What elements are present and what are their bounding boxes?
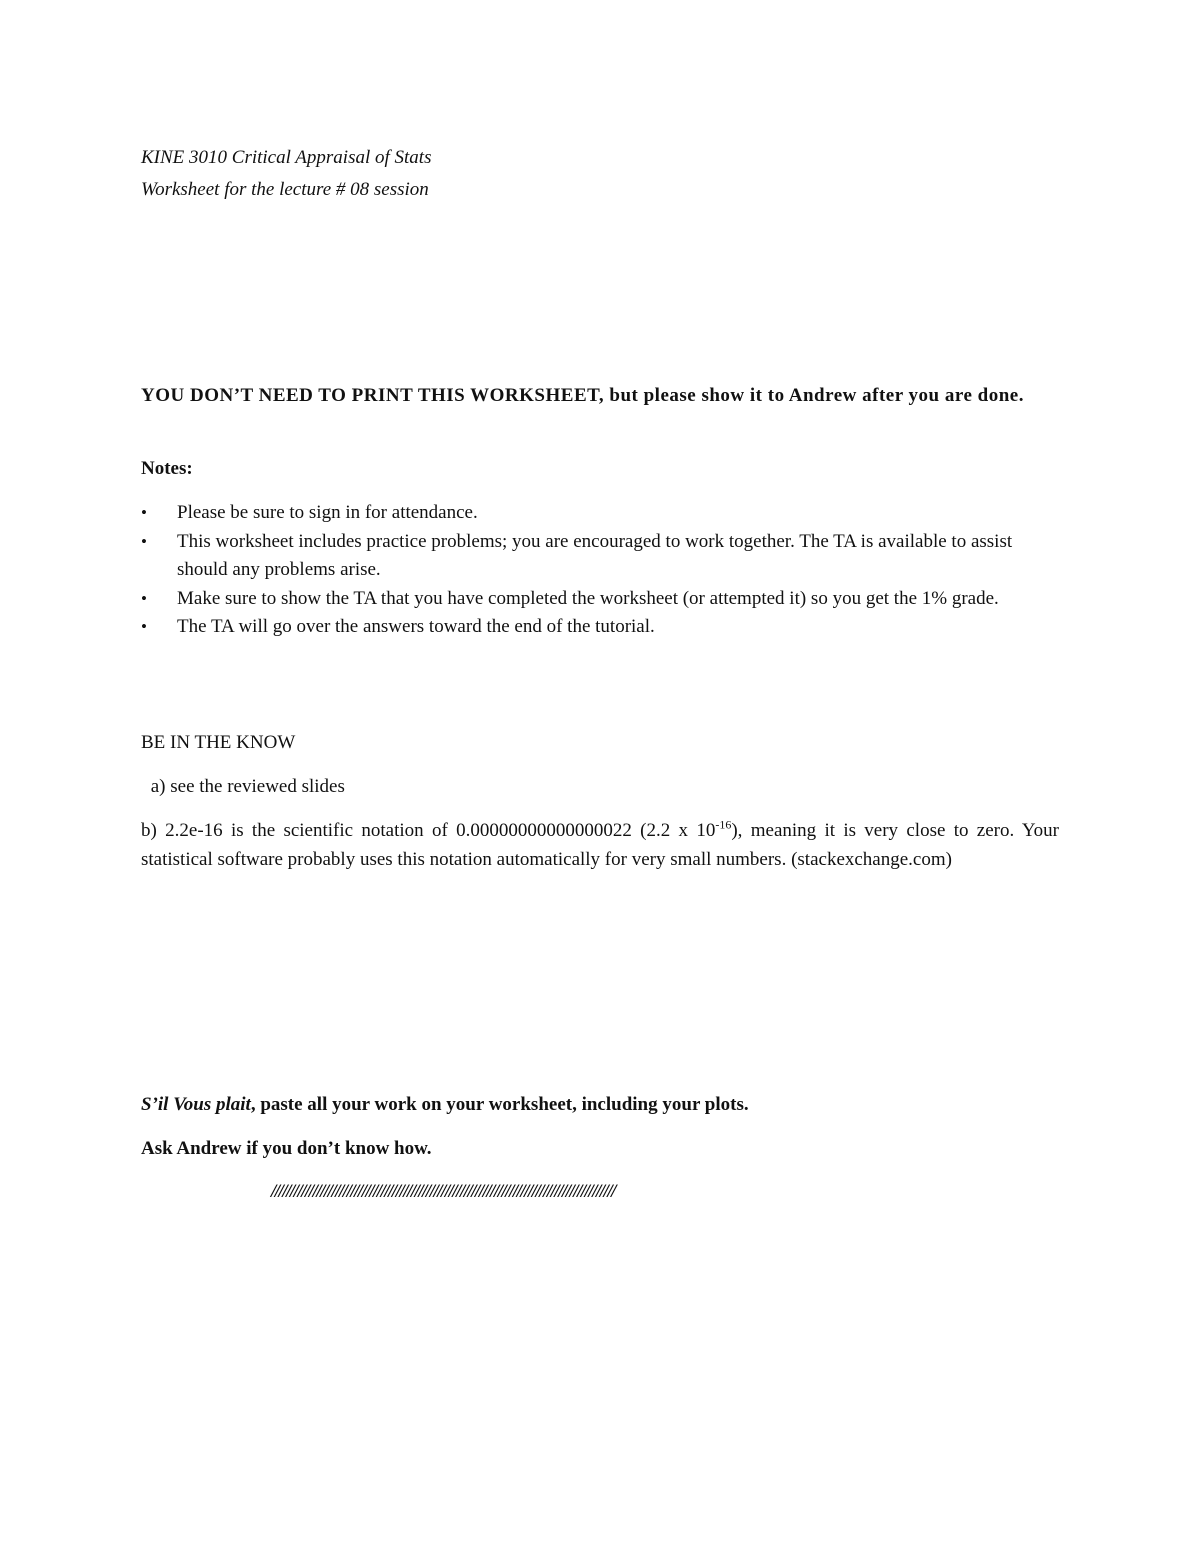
note-text: Make sure to show the TA that you have completed the worksheet (or attempted it) so you get the 1% grade. (177, 587, 999, 609)
course-title: KINE 3010 Critical Appraisal of Stats (141, 147, 432, 168)
worksheet-subtitle: Worksheet for the lecture # 08 session (141, 179, 429, 200)
print-notice: YOU DON’T NEED TO PRINT THIS WORKSHEET, but please show it to Andrew after you are done. (141, 385, 1024, 406)
closing-line-2: Ask Andrew if you don’t know how. (141, 1138, 432, 1159)
exponent: -16 (715, 817, 732, 832)
closing-line-1-rest: , paste all your work on your worksheet, including your plots. (250, 1094, 749, 1115)
know-item-b-before: b) 2.2e-16 is the scientific notation of 0.00000000000000022 (2.2 x 10 (141, 820, 716, 841)
bullet-icon: • (141, 588, 147, 608)
know-item-a: a) see the reviewed slides (146, 776, 345, 797)
notes-list (141, 499, 1059, 642)
be-in-the-know-heading: BE IN THE KNOW (141, 732, 296, 753)
bullet-icon: • (141, 503, 147, 522)
note-text: The TA will go over the answers toward the end of the tutorial. (177, 616, 655, 637)
know-item-b (141, 816, 1059, 874)
list-item (141, 499, 1059, 528)
list-item (141, 585, 1059, 614)
list-item (141, 528, 1059, 585)
bullet-icon: • (141, 617, 147, 636)
slash-divider: /////////////////////////////////////////////////////////////////////////////////////////// (271, 1181, 615, 1202)
bullet-icon: • (141, 531, 147, 551)
closing-line-1 (141, 1091, 749, 1119)
know-item-b-after: ), meaning it is very close to zero. Your statistical software probably uses this notation automatically for very small numbers. (stackexchange.com) (141, 820, 1059, 870)
notes-heading: Notes: (141, 458, 193, 479)
note-text: This worksheet includes practice problems; you are encouraged to work together. The TA is available to assist should any problems arise. (177, 530, 1013, 580)
list-item (141, 613, 1059, 642)
note-text: Please be sure to sign in for attendance. (177, 502, 478, 523)
closing-phrase-italic: S’il Vous plait (141, 1094, 251, 1115)
